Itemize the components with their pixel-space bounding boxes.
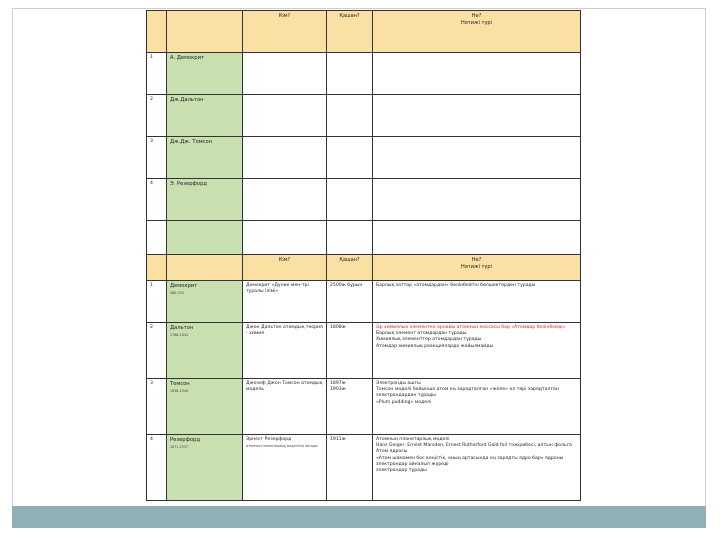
what-line: Томсон моделі бойынша атом оң зарядталған «желе» ол төрі зарядталған электрондардан тұрады	[376, 387, 559, 399]
what-line: «Plum pudding» моделі	[376, 399, 432, 405]
table-header-row	[147, 255, 581, 281]
what-line: «Атом шамамен бос кеңістік, оның ортасында оң зарядты ядро бар» ядроны электрондар айналып жүреді	[376, 455, 564, 467]
header-what	[373, 11, 581, 53]
who-cell	[243, 95, 327, 137]
scientist-cell	[167, 323, 243, 379]
row-number: 4	[147, 179, 167, 221]
who-subtext: Атомның планетарлық моделінің авторы	[246, 444, 318, 449]
who-cell	[243, 179, 327, 221]
what-line: электрондар тұрады	[376, 467, 427, 473]
what-line: Химиялық элементтер атомдардан тұрады	[376, 337, 482, 343]
when-cell	[327, 137, 373, 179]
header-what-line1: Не?	[471, 13, 482, 19]
scientist-name: Резерфорд	[170, 437, 201, 443]
what-line: Атомның планетарлық моделі	[376, 437, 450, 442]
when-cell	[327, 95, 373, 137]
who-cell	[243, 137, 327, 179]
scientist-name: Дж.Дальтон	[167, 95, 243, 137]
table-row	[147, 379, 581, 435]
header-when: Қашан?	[327, 11, 373, 53]
header-what-line2: Нәтижі түрі	[461, 263, 492, 270]
row-number: 1	[147, 53, 167, 95]
who-cell: Джозеф Джон Томсон атомдық модель	[243, 379, 327, 435]
table-row	[147, 323, 581, 379]
what-line: Барлық элемент атомдардан тұрады	[376, 331, 467, 337]
table-row	[147, 179, 581, 221]
worksheet-table-empty	[146, 10, 581, 255]
table-row	[147, 95, 581, 137]
row-number: 2	[147, 323, 167, 379]
what-line: Электронды ашты	[376, 381, 421, 386]
scientist-years: 460-370	[170, 291, 184, 296]
what-cell	[373, 137, 581, 179]
scientist-cell	[167, 435, 243, 501]
scientist-name: Э. Резерфорд	[167, 179, 243, 221]
row-number: 1	[147, 281, 167, 323]
when-cell: 2500ж бұрын	[327, 281, 373, 323]
what-line: Барлық заттар «атомдардан» бөлінбейтін бөлшектерден тұрады	[376, 283, 536, 288]
who-cell	[243, 53, 327, 95]
row-number: 3	[147, 379, 167, 435]
scientist-years: 1766-1844	[170, 333, 188, 338]
what-cell	[373, 379, 581, 435]
when-cell	[327, 179, 373, 221]
what-line: Атомдар химиялық реакцияларда жойылмайды	[376, 343, 494, 349]
table-header-row	[147, 11, 581, 53]
what-cell	[373, 95, 581, 137]
when-cell: 1897ж 1903ж	[327, 379, 373, 435]
what-line: Hans Geiger, Ernest Marsden, Ernest Rutherford Gold foil тәжірибесі, алтын фольга	[376, 443, 572, 449]
scientist-years: 1856-1940	[170, 389, 188, 394]
scientist-name: Дальтон	[170, 325, 194, 331]
row-number: 4	[147, 435, 167, 501]
scientist-name: Дж.Дж. Томсон	[167, 137, 243, 179]
header-name	[167, 255, 243, 281]
table-row	[147, 281, 581, 323]
scientist-name: Демокрит	[170, 283, 198, 289]
table-row-blank	[147, 221, 581, 255]
slide-footer-bar	[12, 506, 706, 528]
who-text: Эрнест Резерфорд	[246, 437, 292, 442]
header-num	[147, 255, 167, 281]
who-cell: Джон Дальтон атомдық теория - химия	[243, 323, 327, 379]
row-number: 2	[147, 95, 167, 137]
who-cell: Демокрит «Дүние мен-трі туралы ілімі»	[243, 281, 327, 323]
header-what-line1: Не?	[471, 257, 482, 263]
header-what-line2: Нәтижі түрі	[461, 19, 492, 26]
header-when: Қашан?	[327, 255, 373, 281]
table-row	[147, 137, 581, 179]
scientist-years: 1871-1937	[170, 445, 188, 450]
scientist-name: Томсон	[170, 381, 190, 387]
who-cell	[243, 435, 327, 501]
scientist-cell	[167, 281, 243, 323]
what-cell	[373, 435, 581, 501]
header-name	[167, 11, 243, 53]
scientist-name: А. Демокрит	[167, 53, 243, 95]
header-who: Кім?	[243, 255, 327, 281]
when-cell: 1808ж	[327, 323, 373, 379]
table-row	[147, 53, 581, 95]
what-cell	[373, 179, 581, 221]
row-number: 3	[147, 137, 167, 179]
scientist-cell	[167, 379, 243, 435]
header-who: Кім?	[243, 11, 327, 53]
header-what	[373, 255, 581, 281]
what-line: Атом ядросы	[376, 449, 408, 455]
what-cell	[373, 281, 581, 323]
when-cell: 1911ж	[327, 435, 373, 501]
worksheet-table-filled	[146, 254, 581, 501]
when-cell	[327, 53, 373, 95]
what-cell	[373, 53, 581, 95]
what-cell	[373, 323, 581, 379]
what-line: Әр химиялық элементке арнайы атомның массасы бар «Атомдар бөлінбейді»	[376, 325, 566, 330]
table-row	[147, 435, 581, 501]
header-num	[147, 11, 167, 53]
